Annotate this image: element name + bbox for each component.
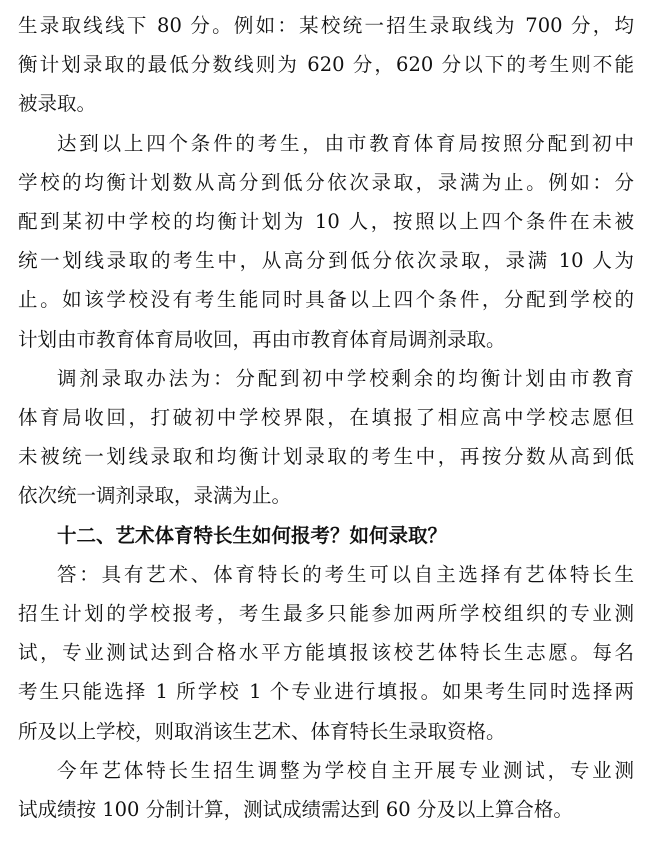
paragraph-line: 统一划线录取的考生中，从高分到低分依次录取，录满 10 人为 <box>18 249 634 273</box>
paragraph-line: 所及以上学校，则取消该生艺术、体育特长生录取资格。 <box>18 719 506 743</box>
paragraph-line: 依次统一调剂录取，录满为止。 <box>18 484 292 508</box>
paragraph-line: 调剂录取办法为：分配到初中学校剩余的均衡计划由市教育 <box>57 366 634 390</box>
paragraph-line: 考生只能选择 1 所学校 1 个专业进行填报。如果考生同时选择两 <box>18 680 634 704</box>
paragraph-line: 答：具有艺术、体育特长的考生可以自主选择有艺体特长生 <box>57 562 634 586</box>
paragraph-line: 衡计划录取的最低分数线则为 620 分，620 分以下的考生则不能 <box>18 53 634 77</box>
paragraph-line: 体育局收回，打破初中学校界限，在填报了相应高中学校志愿但 <box>18 406 634 429</box>
paragraph-line: 招生计划的学校报考，考生最多只能参加两所学校组织的专业测 <box>18 602 634 625</box>
paragraph-line: 被录取。 <box>18 92 97 116</box>
paragraph-line: 学校的均衡计划数从高分到低分依次录取，录满为止。例如：分 <box>18 170 634 194</box>
paragraph-line: 配到某初中学校的均衡计划为 10 人，按照以上四个条件在未被 <box>18 210 634 233</box>
paragraph-line: 达到以上四个条件的考生，由市教育体育局按照分配到初中 <box>57 131 634 155</box>
section-heading: 十二、艺术体育特长生如何报考？如何录取？ <box>57 523 448 547</box>
paragraph-line: 未被统一划线录取和均衡计划录取的考生中，再按分数从高到低 <box>18 445 634 469</box>
paragraph-line: 试，专业测试达到合格水平方能填报该校艺体特长生志愿。每名 <box>18 641 634 665</box>
paragraph-line: 试成绩按 100 分制计算，测试成绩需达到 60 分及以上算合格。 <box>18 798 573 821</box>
paragraph-line: 计划由市教育体育局收回，再由市教育体育局调剂录取。 <box>18 327 506 351</box>
paragraph-line: 今年艺体特长生招生调整为学校自主开展专业测试，专业测 <box>57 758 634 782</box>
paragraph-line: 止。如该学校没有考生能同时具备以上四个条件，分配到学校的 <box>18 288 634 312</box>
paragraph-line: 生录取线线下 80 分。例如：某校统一招生录取线为 700 分，均 <box>18 14 634 37</box>
